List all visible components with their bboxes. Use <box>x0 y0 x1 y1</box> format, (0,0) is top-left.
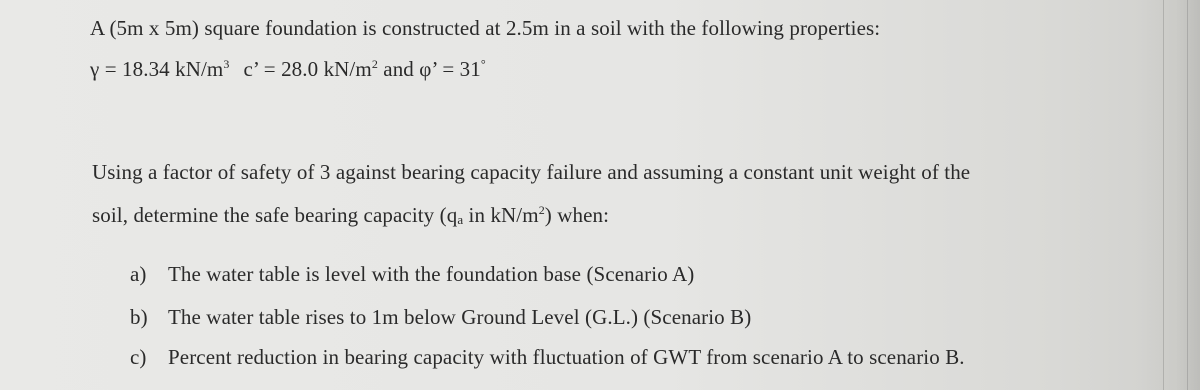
friction-angle-degree: ° <box>480 57 486 71</box>
page-edge-line <box>1187 0 1188 390</box>
instruction-text-b: in kN/m <box>463 203 539 227</box>
item-text: The water table rises to 1m below Ground Level (G.L.) (Scenario B) <box>168 305 752 329</box>
item-text: The water table is level with the foundation base (Scenario A) <box>168 262 695 286</box>
bearing-subscript: a <box>457 212 464 227</box>
item-text: Percent reduction in bearing capacity with fluctuation of GWT from scenario A to scenario B. <box>168 345 965 369</box>
intro-text: A (5m x 5m) square foundation is constructed at 2.5m in a soil with the following properties: <box>90 16 881 40</box>
unit-weight-value: γ = 18.34 kN/m <box>90 57 224 81</box>
item-marker: b) <box>130 305 148 329</box>
item-marker: c) <box>130 345 147 369</box>
unit-weight-exponent: 3 <box>223 57 230 71</box>
unit-exponent: 2 <box>538 203 545 217</box>
list-item <box>130 262 694 287</box>
page-edge-shadow <box>1140 0 1200 390</box>
list-item <box>130 345 965 370</box>
list-item <box>130 305 751 330</box>
instruction-text-a: soil, determine the safe bearing capacity (q <box>92 203 458 227</box>
soil-properties <box>90 57 486 82</box>
instruction-line-1: Using a factor of safety of 3 against bearing capacity failure and assuming a constant unit weight of the <box>92 160 971 184</box>
cohesion-exponent: 2 <box>371 57 378 71</box>
instruction-text-c: ) when: <box>544 203 610 227</box>
cohesion-value: c’ = 28.0 kN/m <box>243 57 372 81</box>
page-edge-line <box>1163 0 1164 390</box>
instruction-line-2 <box>92 203 609 228</box>
item-marker: a) <box>130 262 147 286</box>
friction-angle-value: and φ’ = 31 <box>383 57 481 81</box>
